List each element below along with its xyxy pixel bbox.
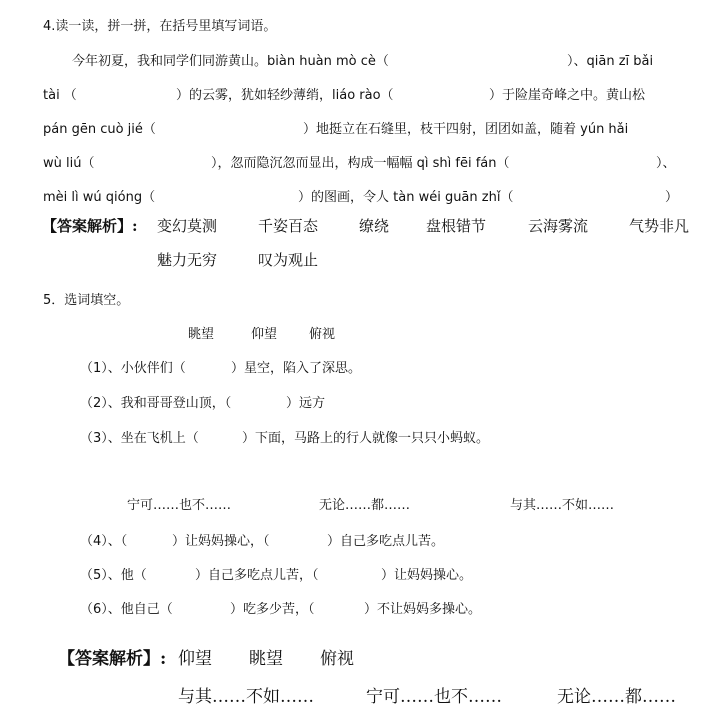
q5-answer-4: 与其……不如…… xyxy=(178,687,314,707)
q4-line1-part-a: 今年初夏，我和同学们同游黄山。biàn huàn mò cè（ xyxy=(72,54,389,69)
q4-answer-4: 盘根错节 xyxy=(426,217,487,235)
word-option: 宁可……也不…… xyxy=(127,498,232,513)
q5-item1-part-b: ）星空，陷入了深思。 xyxy=(231,361,362,376)
q5-item2-part-a: （2）、我和哥哥登山顶，（ xyxy=(80,396,232,411)
q4-line2-part-c: ）于险崖奇峰之中。黄山松 xyxy=(489,88,646,103)
q5-answer-label: 【答案解析】: xyxy=(58,649,167,669)
q5-item5-part-c: ）让妈妈操心。 xyxy=(381,568,473,583)
q5-item6-part-c: ）不让妈妈多操心。 xyxy=(364,602,482,617)
q5-answer-3: 俯视 xyxy=(320,649,354,669)
q5-item2-part-b: ）远方 xyxy=(286,396,326,411)
q5-item6-part-a: （6）、他自己（ xyxy=(80,602,173,617)
word-option: 与其……不如…… xyxy=(510,498,615,513)
q5-item4-part-b: ）让妈妈操心，（ xyxy=(172,534,270,549)
q4-line4-part-b: ），忽而隐沉忽而显出，构成一幅幅 qì shì fēi fán（ xyxy=(211,156,510,171)
q4-line4-part-c: ）、 xyxy=(656,156,676,171)
q5-item5-part-b: ）自己多吃点儿苦，（ xyxy=(195,568,319,583)
q5-item3-part-b: ）下面，马路上的行人就像一只只小蚂蚁。 xyxy=(242,431,490,446)
q5-answer-5: 宁可……也不…… xyxy=(366,687,502,707)
q5-item6-part-b: ）吃多少苦，（ xyxy=(230,602,315,617)
q4-line5-part-c: ） xyxy=(665,190,679,205)
q4-line3-part-a: pán gēn cuò jié（ xyxy=(43,122,156,137)
q5-item1-part-a: （1）、小伙伴们（ xyxy=(80,361,186,376)
q5-answer-1: 仰望 xyxy=(178,649,212,669)
q5-item4-part-a: （4）、（ xyxy=(80,534,128,549)
q4-answer-7: 魅力无穷 xyxy=(157,251,218,269)
q4-answer-label: 【答案解析】: xyxy=(42,217,138,235)
word-option: 俯视 xyxy=(309,327,336,342)
q5-title: 5．选词填空。 xyxy=(43,293,130,308)
q4-line2-part-b: ）的云雾，犹如轻纱薄绡，liáo rào（ xyxy=(176,88,394,103)
q5-answer-2: 眺望 xyxy=(249,649,283,669)
q4-answer-8: 叹为观止 xyxy=(258,251,319,269)
q5-item5-part-a: （5）、他（ xyxy=(80,568,147,583)
q4-answer-1: 变幻莫测 xyxy=(157,217,218,235)
q4-line4-part-a: wù liú（ xyxy=(43,156,95,171)
q4-answer-3: 缭绕 xyxy=(359,217,390,235)
word-option: 无论……都…… xyxy=(319,498,411,513)
q4-answer-6: 气势非凡 xyxy=(629,217,690,235)
q4-answer-2: 千姿百态 xyxy=(258,217,319,235)
word-option: 仰望 xyxy=(251,327,278,342)
q4-answer-5: 云海雾流 xyxy=(528,217,589,235)
q5-answer-6: 无论……都…… xyxy=(557,687,676,707)
q4-line2-part-a: tài （ xyxy=(43,88,77,103)
q4-line5-part-a: mèi lì wú qióng（ xyxy=(43,190,156,205)
q4-line1-part-b: ）、qiān zī bǎi xyxy=(567,54,654,69)
word-option: 眺望 xyxy=(188,327,215,342)
q5-item3-part-a: （3）、坐在飞机上（ xyxy=(80,431,199,446)
q4-line5-part-b: ）的图画，令人 tàn wéi guān zhǐ（ xyxy=(298,190,514,205)
q4-title: 4.读一读，拼一拼，在括号里填写词语。 xyxy=(43,19,277,34)
q4-line3-part-b: ）地挺立在石缝里，枝干四射，团团如盖，随着 yún hǎi xyxy=(303,122,629,137)
q5-item4-part-c: ）自己多吃点儿苦。 xyxy=(327,534,445,549)
